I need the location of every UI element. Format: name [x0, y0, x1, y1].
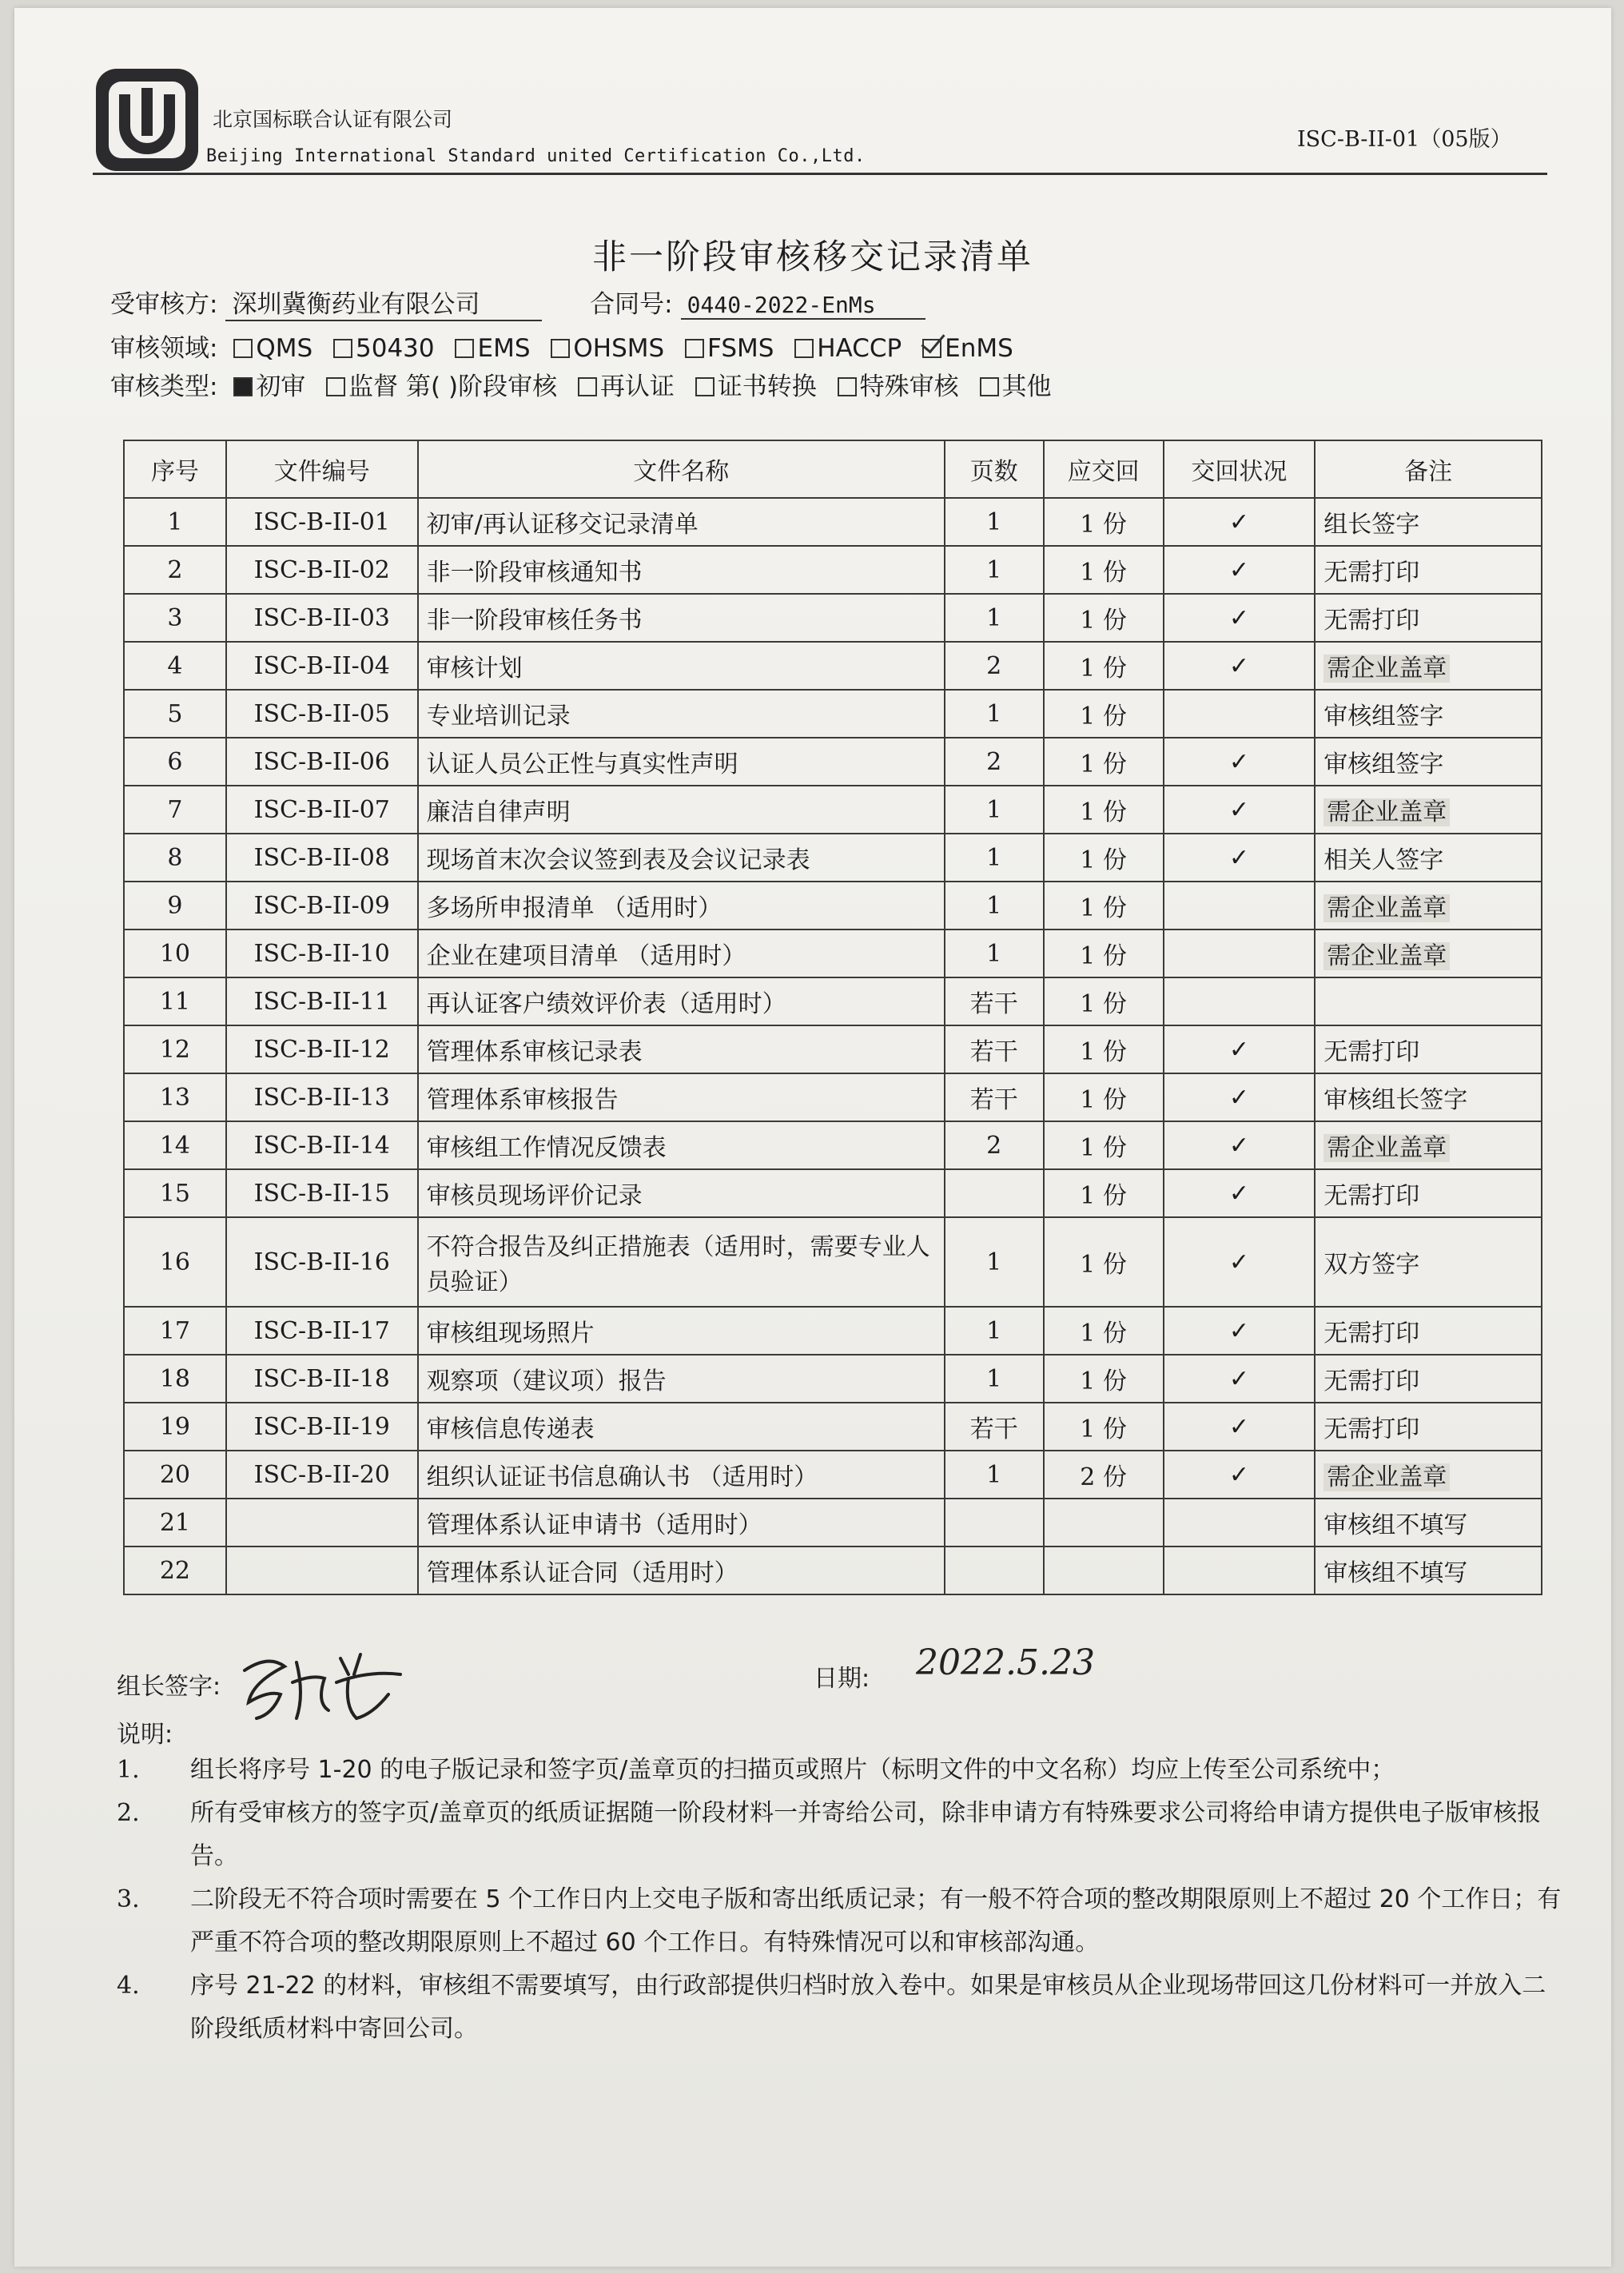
doc-name-cell: 审核组现场照片: [418, 1307, 945, 1355]
type-option-initial[interactable]: 初审: [233, 372, 305, 401]
remarks-cell: 审核组签字: [1315, 738, 1542, 786]
company-logo-icon: [93, 66, 201, 174]
return-status-cell: [1164, 1217, 1316, 1307]
doc-number-cell: ISC-B-II-14: [226, 1121, 418, 1169]
pages-cell: [945, 1547, 1044, 1594]
pages-cell: 1: [945, 546, 1044, 594]
remarks-cell: 无需打印: [1315, 1403, 1542, 1451]
checkmark-icon: ✓: [1228, 603, 1249, 632]
table-row: [124, 594, 1542, 642]
checkmark-icon: ✓: [1228, 651, 1249, 680]
pages-cell: 2: [945, 642, 1044, 690]
remarks-cell: 组长签字: [1315, 498, 1542, 546]
checked-checkbox-icon: [922, 339, 941, 358]
return-status-cell: [1164, 594, 1316, 642]
checkbox-icon: [685, 339, 704, 358]
table-row: [124, 498, 1542, 546]
doc-number-cell: ISC-B-II-15: [226, 1169, 418, 1217]
seq-cell: 1: [124, 498, 226, 546]
copies-due-cell: 1 份: [1044, 1073, 1164, 1121]
remarks-cell: 需企业盖章: [1315, 882, 1542, 930]
table-row: [124, 930, 1542, 977]
doc-name-cell: 观察项（建议项）报告: [418, 1355, 945, 1403]
table-row: [124, 1355, 1542, 1403]
table-row: [124, 1217, 1542, 1307]
doc-name-cell: 管理体系审核报告: [418, 1073, 945, 1121]
table-row: [124, 882, 1542, 930]
return-status-cell: [1164, 1121, 1316, 1169]
table-row: [124, 977, 1542, 1025]
checkmark-icon: ✓: [1228, 747, 1249, 776]
copies-due-cell: [1044, 1547, 1164, 1594]
type-option-recertification[interactable]: 再认证: [578, 372, 675, 401]
copies-due-cell: 1 份: [1044, 690, 1164, 738]
table-row: [124, 546, 1542, 594]
document-page: [14, 8, 1611, 2267]
domain-option-ohsms[interactable]: OHSMS: [551, 334, 664, 363]
type-option-special[interactable]: 特殊审核: [838, 372, 959, 401]
pages-cell: 1: [945, 1355, 1044, 1403]
doc-number-cell: ISC-B-II-10: [226, 930, 418, 977]
copies-due-cell: 1 份: [1044, 642, 1164, 690]
pages-cell: 1: [945, 882, 1044, 930]
checkbox-icon: [980, 377, 999, 396]
pages-cell: [945, 1169, 1044, 1217]
doc-number-cell: [226, 1547, 418, 1594]
copies-due-cell: 1 份: [1044, 1025, 1164, 1073]
table-row: [124, 738, 1542, 786]
pages-cell: 2: [945, 1121, 1044, 1169]
remarks-cell: 审核组长签字: [1315, 1073, 1542, 1121]
contract-label: 合同号:: [590, 290, 673, 319]
doc-name-cell: 非一阶段审核任务书: [418, 594, 945, 642]
remarks-cell: 审核组签字: [1315, 690, 1542, 738]
copies-due-cell: 1 份: [1044, 1355, 1164, 1403]
doc-number-cell: ISC-B-II-05: [226, 690, 418, 738]
remarks-cell: 需企业盖章: [1315, 930, 1542, 977]
seq-cell: 17: [124, 1307, 226, 1355]
copies-due-cell: 1 份: [1044, 498, 1164, 546]
copies-due-cell: 2 份: [1044, 1451, 1164, 1499]
doc-name-cell: 管理体系认证合同（适用时）: [418, 1547, 945, 1594]
doc-number-cell: ISC-B-II-13: [226, 1073, 418, 1121]
doc-number-cell: ISC-B-II-09: [226, 882, 418, 930]
handover-table: [123, 440, 1542, 1595]
checkmark-icon: ✓: [1228, 1412, 1249, 1441]
pages-cell: 1: [945, 1307, 1044, 1355]
return-status-cell: [1164, 786, 1316, 834]
copies-due-cell: 1 份: [1044, 786, 1164, 834]
pages-cell: 1: [945, 834, 1044, 882]
table-row: [124, 1547, 1542, 1594]
copies-due-cell: 1 份: [1044, 1403, 1164, 1451]
return-status-cell: [1164, 930, 1316, 977]
remarks-cell: 相关人签字: [1315, 834, 1542, 882]
note-item: 3. 二阶段无不符合项时需要在 5 个工作日内上交电子版和寄出纸质记录；有一般不符合项的整改期限原则上不超过 20 个工作日；有严重不符合项的整改期限原则上不超过 60 个工作日。有特殊情况可以和审核部沟通。: [117, 1885, 1562, 1957]
doc-number-cell: ISC-B-II-20: [226, 1451, 418, 1499]
domain-option-qms[interactable]: QMS: [233, 334, 312, 363]
seq-cell: 5: [124, 690, 226, 738]
column-header-doc-number: 文件编号: [226, 440, 418, 498]
copies-due-cell: 1 份: [1044, 930, 1164, 977]
table-row: [124, 690, 1542, 738]
company-name-cn: 北京国标联合认证有限公司: [213, 108, 453, 131]
audit-domain-line: [110, 328, 1026, 364]
audit-domain-label: 审核领域:: [110, 334, 218, 363]
auditee-line: [110, 284, 925, 321]
doc-name-cell: 审核信息传递表: [418, 1403, 945, 1451]
column-header-pages: 页数: [945, 440, 1044, 498]
copies-due-cell: 1 份: [1044, 977, 1164, 1025]
doc-name-cell: 审核计划: [418, 642, 945, 690]
copies-due-cell: 1 份: [1044, 1307, 1164, 1355]
signature-label: 组长签字:: [117, 1673, 221, 1701]
return-status-cell: [1164, 882, 1316, 930]
seq-cell: 14: [124, 1121, 226, 1169]
checkmark-icon: ✓: [1228, 1179, 1249, 1208]
copies-due-cell: 1 份: [1044, 1121, 1164, 1169]
seq-cell: 10: [124, 930, 226, 977]
doc-number-cell: ISC-B-II-07: [226, 786, 418, 834]
remarks-cell: 无需打印: [1315, 594, 1542, 642]
checkmark-icon: ✓: [1228, 555, 1249, 584]
domain-option-haccp[interactable]: HACCP: [794, 334, 902, 363]
type-option-certificate-transfer[interactable]: 证书转换: [695, 372, 817, 401]
doc-number-cell: ISC-B-II-11: [226, 977, 418, 1025]
handwritten-signature: [229, 1638, 420, 1726]
domain-option-ems[interactable]: EMS: [455, 334, 530, 363]
doc-name-cell: 审核组工作情况反馈表: [418, 1121, 945, 1169]
domain-option-fsms[interactable]: FSMS: [685, 334, 774, 363]
audit-type-label: 审核类型:: [110, 372, 218, 401]
note-item: 1. 组长将序号 1-20 的电子版记录和签字页/盖章页的扫描页或照片（标明文件的中文名称）均应上传至公司系统中；: [117, 1756, 1395, 1784]
seq-cell: 15: [124, 1169, 226, 1217]
pages-cell: 若干: [945, 1073, 1044, 1121]
checkmark-icon: ✓: [1228, 1248, 1249, 1276]
pages-cell: 1: [945, 1217, 1044, 1307]
audit-type-line: [110, 366, 1065, 402]
table-row: [124, 1499, 1542, 1547]
doc-name-cell: 非一阶段审核通知书: [418, 546, 945, 594]
copies-due-cell: 1 份: [1044, 882, 1164, 930]
copies-due-cell: 1 份: [1044, 546, 1164, 594]
remarks-cell: 双方签字: [1315, 1217, 1542, 1307]
checkbox-icon: [695, 377, 714, 396]
pages-cell: 1: [945, 498, 1044, 546]
note-item: 2. 所有受审核方的签字页/盖章页的纸质证据随一阶段材料一并寄给公司，除非申请方有特殊要求公司将给申请方提供电子版审核报告。: [117, 1799, 1542, 1870]
seq-cell: 9: [124, 882, 226, 930]
doc-number-cell: [226, 1499, 418, 1547]
remarks-cell: 无需打印: [1315, 1355, 1542, 1403]
checkmark-icon: ✓: [1228, 1316, 1249, 1345]
return-status-cell: [1164, 1403, 1316, 1451]
checkmark-icon: ✓: [1228, 1364, 1249, 1393]
auditee-label: 受审核方:: [110, 290, 218, 319]
doc-name-cell: 专业培训记录: [418, 690, 945, 738]
table-row: [124, 1307, 1542, 1355]
checkmark-icon: ✓: [1228, 1131, 1249, 1160]
header-divider: [93, 173, 1547, 175]
checkbox-icon: [233, 339, 253, 358]
seq-cell: 13: [124, 1073, 226, 1121]
return-status-cell: [1164, 546, 1316, 594]
notes-title: 说明:: [117, 1721, 173, 1749]
table-header-row: [124, 440, 1542, 498]
date-label: 日期:: [814, 1665, 870, 1693]
copies-due-cell: 1 份: [1044, 1169, 1164, 1217]
checkmark-icon: ✓: [1228, 795, 1249, 824]
pages-cell: [945, 1499, 1044, 1547]
table-row: [124, 1025, 1542, 1073]
table-body: [124, 498, 1542, 1594]
type-option-other[interactable]: 其他: [980, 372, 1052, 401]
doc-name-cell: 现场首末次会议签到表及会议记录表: [418, 834, 945, 882]
seq-cell: 4: [124, 642, 226, 690]
doc-name-cell: 审核员现场评价记录: [418, 1169, 945, 1217]
doc-number-cell: ISC-B-II-03: [226, 594, 418, 642]
return-status-cell: [1164, 1307, 1316, 1355]
seq-cell: 3: [124, 594, 226, 642]
table-row: [124, 1451, 1542, 1499]
seq-cell: 19: [124, 1403, 226, 1451]
remarks-cell: 审核组不填写: [1315, 1547, 1542, 1594]
return-status-cell: [1164, 1025, 1316, 1073]
document-title: 非一阶段审核移交记录清单: [592, 237, 1033, 277]
type-option-surveillance[interactable]: 监督 第( )阶段审核: [326, 372, 557, 401]
remarks-cell: 需企业盖章: [1315, 642, 1542, 690]
remarks-cell: [1315, 977, 1542, 1025]
column-header-remarks: 备注: [1315, 440, 1542, 498]
form-number: ISC-B-II-01（05版）: [1297, 127, 1512, 152]
copies-due-cell: 1 份: [1044, 834, 1164, 882]
pages-cell: 若干: [945, 977, 1044, 1025]
checkbox-icon: [455, 339, 474, 358]
doc-number-cell: ISC-B-II-08: [226, 834, 418, 882]
doc-number-cell: ISC-B-II-04: [226, 642, 418, 690]
checkbox-icon: [838, 377, 857, 396]
seq-cell: 21: [124, 1499, 226, 1547]
return-status-cell: [1164, 1169, 1316, 1217]
return-status-cell: [1164, 1073, 1316, 1121]
table-row: [124, 1403, 1542, 1451]
pages-cell: 1: [945, 930, 1044, 977]
doc-number-cell: ISC-B-II-06: [226, 738, 418, 786]
doc-name-cell: 再认证客户绩效评价表（适用时）: [418, 977, 945, 1025]
doc-name-cell: 组织认证证书信息确认书 （适用时）: [418, 1451, 945, 1499]
seq-cell: 18: [124, 1355, 226, 1403]
checkmark-icon: ✓: [1228, 1460, 1249, 1489]
doc-name-cell: 多场所申报清单 （适用时）: [418, 882, 945, 930]
company-name-en: Beijing International Standard united Certification Co.,Ltd.: [206, 146, 866, 166]
contract-value: 0440-2022-EnMs: [681, 292, 925, 320]
doc-number-cell: ISC-B-II-19: [226, 1403, 418, 1451]
auditee-value: 深圳冀衡药业有限公司: [225, 284, 542, 321]
checkbox-icon: [551, 339, 570, 358]
pages-cell: 若干: [945, 1403, 1044, 1451]
checkbox-icon: [794, 339, 814, 358]
remarks-cell: 无需打印: [1315, 546, 1542, 594]
date-value: 2022.5.23: [916, 1642, 1095, 1683]
doc-name-cell: 管理体系审核记录表: [418, 1025, 945, 1073]
copies-due-cell: [1044, 1499, 1164, 1547]
remarks-cell: 需企业盖章: [1315, 1451, 1542, 1499]
seq-cell: 7: [124, 786, 226, 834]
doc-number-cell: ISC-B-II-01: [226, 498, 418, 546]
remarks-cell: 审核组不填写: [1315, 1499, 1542, 1547]
table-row: [124, 642, 1542, 690]
column-header-copies-due: 应交回: [1044, 440, 1164, 498]
table-row: [124, 1073, 1542, 1121]
doc-number-cell: ISC-B-II-17: [226, 1307, 418, 1355]
notes-list: [117, 1749, 1563, 2051]
doc-number-cell: ISC-B-II-16: [226, 1217, 418, 1307]
checkmark-icon: ✓: [1228, 843, 1249, 872]
checkbox-icon: [326, 377, 345, 396]
remarks-cell: 需企业盖章: [1315, 1121, 1542, 1169]
return-status-cell: [1164, 642, 1316, 690]
seq-cell: 22: [124, 1547, 226, 1594]
doc-name-cell: 廉洁自律声明: [418, 786, 945, 834]
domain-option-50430[interactable]: 50430: [333, 334, 435, 363]
remarks-cell: 无需打印: [1315, 1169, 1542, 1217]
return-status-cell: [1164, 1499, 1316, 1547]
return-status-cell: [1164, 498, 1316, 546]
doc-name-cell: 初审/再认证移交记录清单: [418, 498, 945, 546]
copies-due-cell: 1 份: [1044, 1217, 1164, 1307]
remarks-cell: 无需打印: [1315, 1307, 1542, 1355]
pages-cell: 2: [945, 738, 1044, 786]
pages-cell: 1: [945, 690, 1044, 738]
table-row: [124, 786, 1542, 834]
checkmark-icon: ✓: [1228, 508, 1249, 536]
pages-cell: 1: [945, 786, 1044, 834]
note-item: 4. 序号 21-22 的材料，审核组不需要填写，由行政部提供归档时放入卷中。如果是审核员从企业现场带回这几份材料可一并放入二阶段纸质材料中寄回公司。: [117, 1972, 1546, 2043]
pages-cell: 1: [945, 1451, 1044, 1499]
checkbox-icon: [333, 339, 352, 358]
return-status-cell: [1164, 1451, 1316, 1499]
table-row: [124, 1169, 1542, 1217]
copies-due-cell: 1 份: [1044, 594, 1164, 642]
seq-cell: 2: [124, 546, 226, 594]
return-status-cell: [1164, 738, 1316, 786]
seq-cell: 16: [124, 1217, 226, 1307]
domain-option-enms[interactable]: EnMS: [922, 334, 1013, 363]
doc-name-cell: 管理体系认证申请书（适用时）: [418, 1499, 945, 1547]
pages-cell: 1: [945, 594, 1044, 642]
seq-cell: 8: [124, 834, 226, 882]
pages-cell: 若干: [945, 1025, 1044, 1073]
doc-name-cell: 认证人员公正性与真实性声明: [418, 738, 945, 786]
seq-cell: 11: [124, 977, 226, 1025]
doc-number-cell: ISC-B-II-12: [226, 1025, 418, 1073]
doc-name-cell: 不符合报告及纠正措施表（适用时，需要专业人员验证）: [418, 1217, 945, 1307]
filled-checkbox-icon: [233, 377, 253, 396]
return-status-cell: [1164, 690, 1316, 738]
remarks-cell: 需企业盖章: [1315, 786, 1542, 834]
return-status-cell: [1164, 1355, 1316, 1403]
remarks-cell: 无需打印: [1315, 1025, 1542, 1073]
seq-cell: 6: [124, 738, 226, 786]
table-row: [124, 834, 1542, 882]
table-row: [124, 1121, 1542, 1169]
copies-due-cell: 1 份: [1044, 738, 1164, 786]
column-header-seq: 序号: [124, 440, 226, 498]
seq-cell: 20: [124, 1451, 226, 1499]
doc-number-cell: ISC-B-II-18: [226, 1355, 418, 1403]
seq-cell: 12: [124, 1025, 226, 1073]
checkmark-icon: ✓: [1228, 1083, 1249, 1112]
checkmark-icon: ✓: [1228, 1035, 1249, 1064]
return-status-cell: [1164, 834, 1316, 882]
column-header-doc-name: 文件名称: [418, 440, 945, 498]
doc-number-cell: ISC-B-II-02: [226, 546, 418, 594]
return-status-cell: [1164, 1547, 1316, 1594]
return-status-cell: [1164, 977, 1316, 1025]
column-header-return-status: 交回状况: [1164, 440, 1316, 498]
checkbox-icon: [578, 377, 597, 396]
doc-name-cell: 企业在建项目清单 （适用时）: [418, 930, 945, 977]
